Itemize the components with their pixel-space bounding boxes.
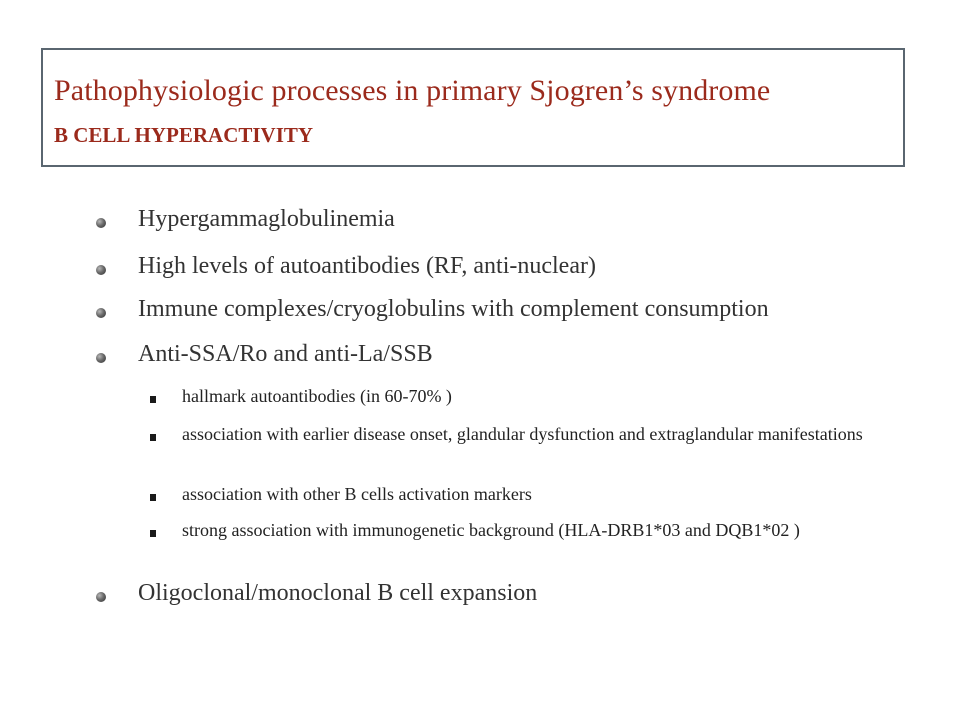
square-bullet-icon	[150, 494, 156, 501]
sphere-bullet-icon	[96, 592, 106, 602]
sub-list-item	[150, 518, 882, 542]
list-item-text: High levels of autoantibodies (RF, anti-nuclear)	[138, 253, 596, 279]
sub-list-item	[150, 482, 882, 506]
sphere-bullet-icon	[96, 265, 106, 275]
square-bullet-icon	[150, 396, 156, 403]
list-item	[96, 296, 769, 323]
sub-list-item-text: association with earlier disease onset, glandular dysfunction and extraglandular manifestations	[182, 424, 863, 444]
list-item-text: Hypergammaglobulinemia	[138, 206, 395, 232]
sphere-bullet-icon	[96, 353, 106, 363]
sphere-bullet-icon	[96, 308, 106, 318]
slide-title: Pathophysiologic processes in primary Sjogren’s syndrome	[54, 74, 771, 107]
sub-list-item	[150, 384, 882, 408]
list-item	[96, 253, 596, 280]
square-bullet-icon	[150, 530, 156, 537]
sub-list-item-text: hallmark autoantibodies (in 60-70% )	[182, 386, 452, 406]
list-item-text: Immune complexes/cryoglobulins with complement consumption	[138, 296, 769, 322]
sub-list-item-text: strong association with immunogenetic background (HLA-DRB1*03 and DQB1*02 )	[182, 520, 800, 540]
square-bullet-icon	[150, 434, 156, 441]
list-item-text: Anti-SSA/Ro and anti-La/SSB	[138, 341, 433, 367]
list-item	[96, 341, 433, 368]
sphere-bullet-icon	[96, 218, 106, 228]
sub-list-item-text: association with other B cells activation markers	[182, 484, 532, 504]
list-item-text: Oligoclonal/monoclonal B cell expansion	[138, 580, 538, 606]
slide-subtitle: B CELL HYPERACTIVITY	[54, 123, 314, 147]
list-item	[96, 580, 537, 607]
list-item	[96, 206, 395, 233]
sub-list-item	[150, 422, 882, 446]
